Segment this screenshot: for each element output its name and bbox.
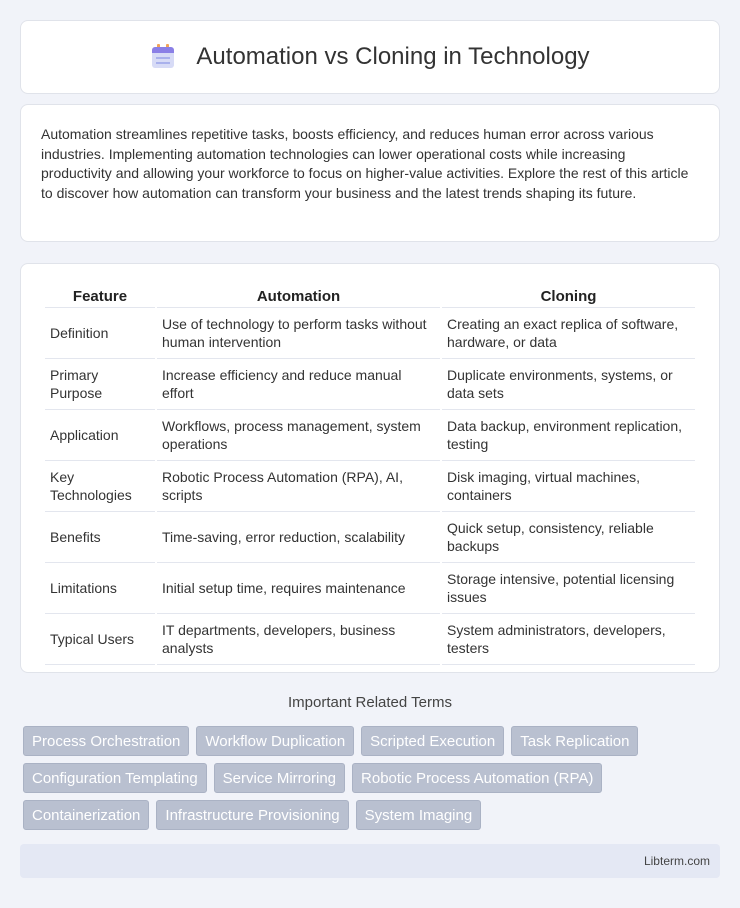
cloning-cell: Quick setup, consistency, reliable backups — [442, 511, 695, 562]
term-tag[interactable]: Configuration Templating — [23, 763, 207, 793]
term-tag[interactable]: Containerization — [23, 800, 149, 830]
automation-cell: Initial setup time, requires maintenance — [157, 562, 440, 613]
automation-cell: Robotic Process Automation (RPA), AI, scripts — [157, 460, 440, 511]
header-cloning: Cloning — [540, 288, 597, 305]
cloning-cell: Disk imaging, virtual machines, containers — [442, 460, 695, 511]
cloning-cell: Data backup, environment replication, testing — [442, 409, 695, 460]
feature-cell: Definition — [45, 307, 155, 358]
related-terms-heading: Important Related Terms — [288, 694, 452, 711]
table-row — [45, 562, 695, 613]
automation-cell: Time-saving, error reduction, scalability — [157, 511, 440, 562]
footer-site-link[interactable]: Libterm.com — [643, 854, 710, 868]
cloning-cell: Duplicate environments, systems, or data sets — [442, 358, 695, 409]
related-terms — [23, 726, 723, 837]
header-automation: Automation — [256, 288, 341, 305]
feature-cell: Primary Purpose — [45, 358, 155, 409]
intro-card — [20, 104, 720, 242]
table-row — [45, 409, 695, 460]
automation-cell: Increase efficiency and reduce manual effort — [157, 358, 440, 409]
table-row — [45, 613, 695, 665]
cloning-cell: Creating an exact replica of software, hardware, or data — [442, 307, 695, 358]
term-tag[interactable]: Infrastructure Provisioning — [156, 800, 348, 830]
comparison-table-card — [20, 263, 720, 673]
cloning-cell: System administrators, developers, testers — [442, 613, 695, 665]
term-tag[interactable]: Robotic Process Automation (RPA) — [352, 763, 602, 793]
table-row — [45, 460, 695, 511]
cloning-cell: Storage intensive, potential licensing issues — [442, 562, 695, 613]
feature-cell: Limitations — [45, 562, 155, 613]
table-row — [45, 511, 695, 562]
term-tag[interactable]: Workflow Duplication — [196, 726, 354, 756]
automation-cell: Use of technology to perform tasks without human intervention — [157, 307, 440, 358]
comparison-table — [43, 284, 697, 665]
calendar-icon — [150, 44, 176, 70]
intro-text: Automation streamlines repetitive tasks, boosts efficiency, and reduces human error across various industries. Implementing automation technologies can lower operational costs while increasing productivity and allowing your workforce to focus on higher-value activities. Explore the rest of this article to discover how automation can transform your business and the latest trends shaping its future. — [41, 126, 689, 201]
term-tag[interactable]: Process Orchestration — [23, 726, 189, 756]
feature-cell: Key Technologies — [45, 460, 155, 511]
automation-cell: Workflows, process management, system operations — [157, 409, 440, 460]
term-tag[interactable]: Task Replication — [511, 726, 638, 756]
header-feature: Feature — [72, 288, 128, 305]
title-card — [20, 20, 720, 94]
footer — [20, 844, 720, 878]
table-row — [45, 358, 695, 409]
term-tag[interactable]: Scripted Execution — [361, 726, 504, 756]
term-tag[interactable]: System Imaging — [356, 800, 482, 830]
term-tag[interactable]: Service Mirroring — [214, 763, 345, 793]
page-title: Automation vs Cloning in Technology — [196, 43, 590, 70]
feature-cell: Application — [45, 409, 155, 460]
automation-cell: IT departments, developers, business analysts — [157, 613, 440, 665]
table-row — [45, 307, 695, 358]
feature-cell: Benefits — [45, 511, 155, 562]
feature-cell: Typical Users — [45, 613, 155, 665]
